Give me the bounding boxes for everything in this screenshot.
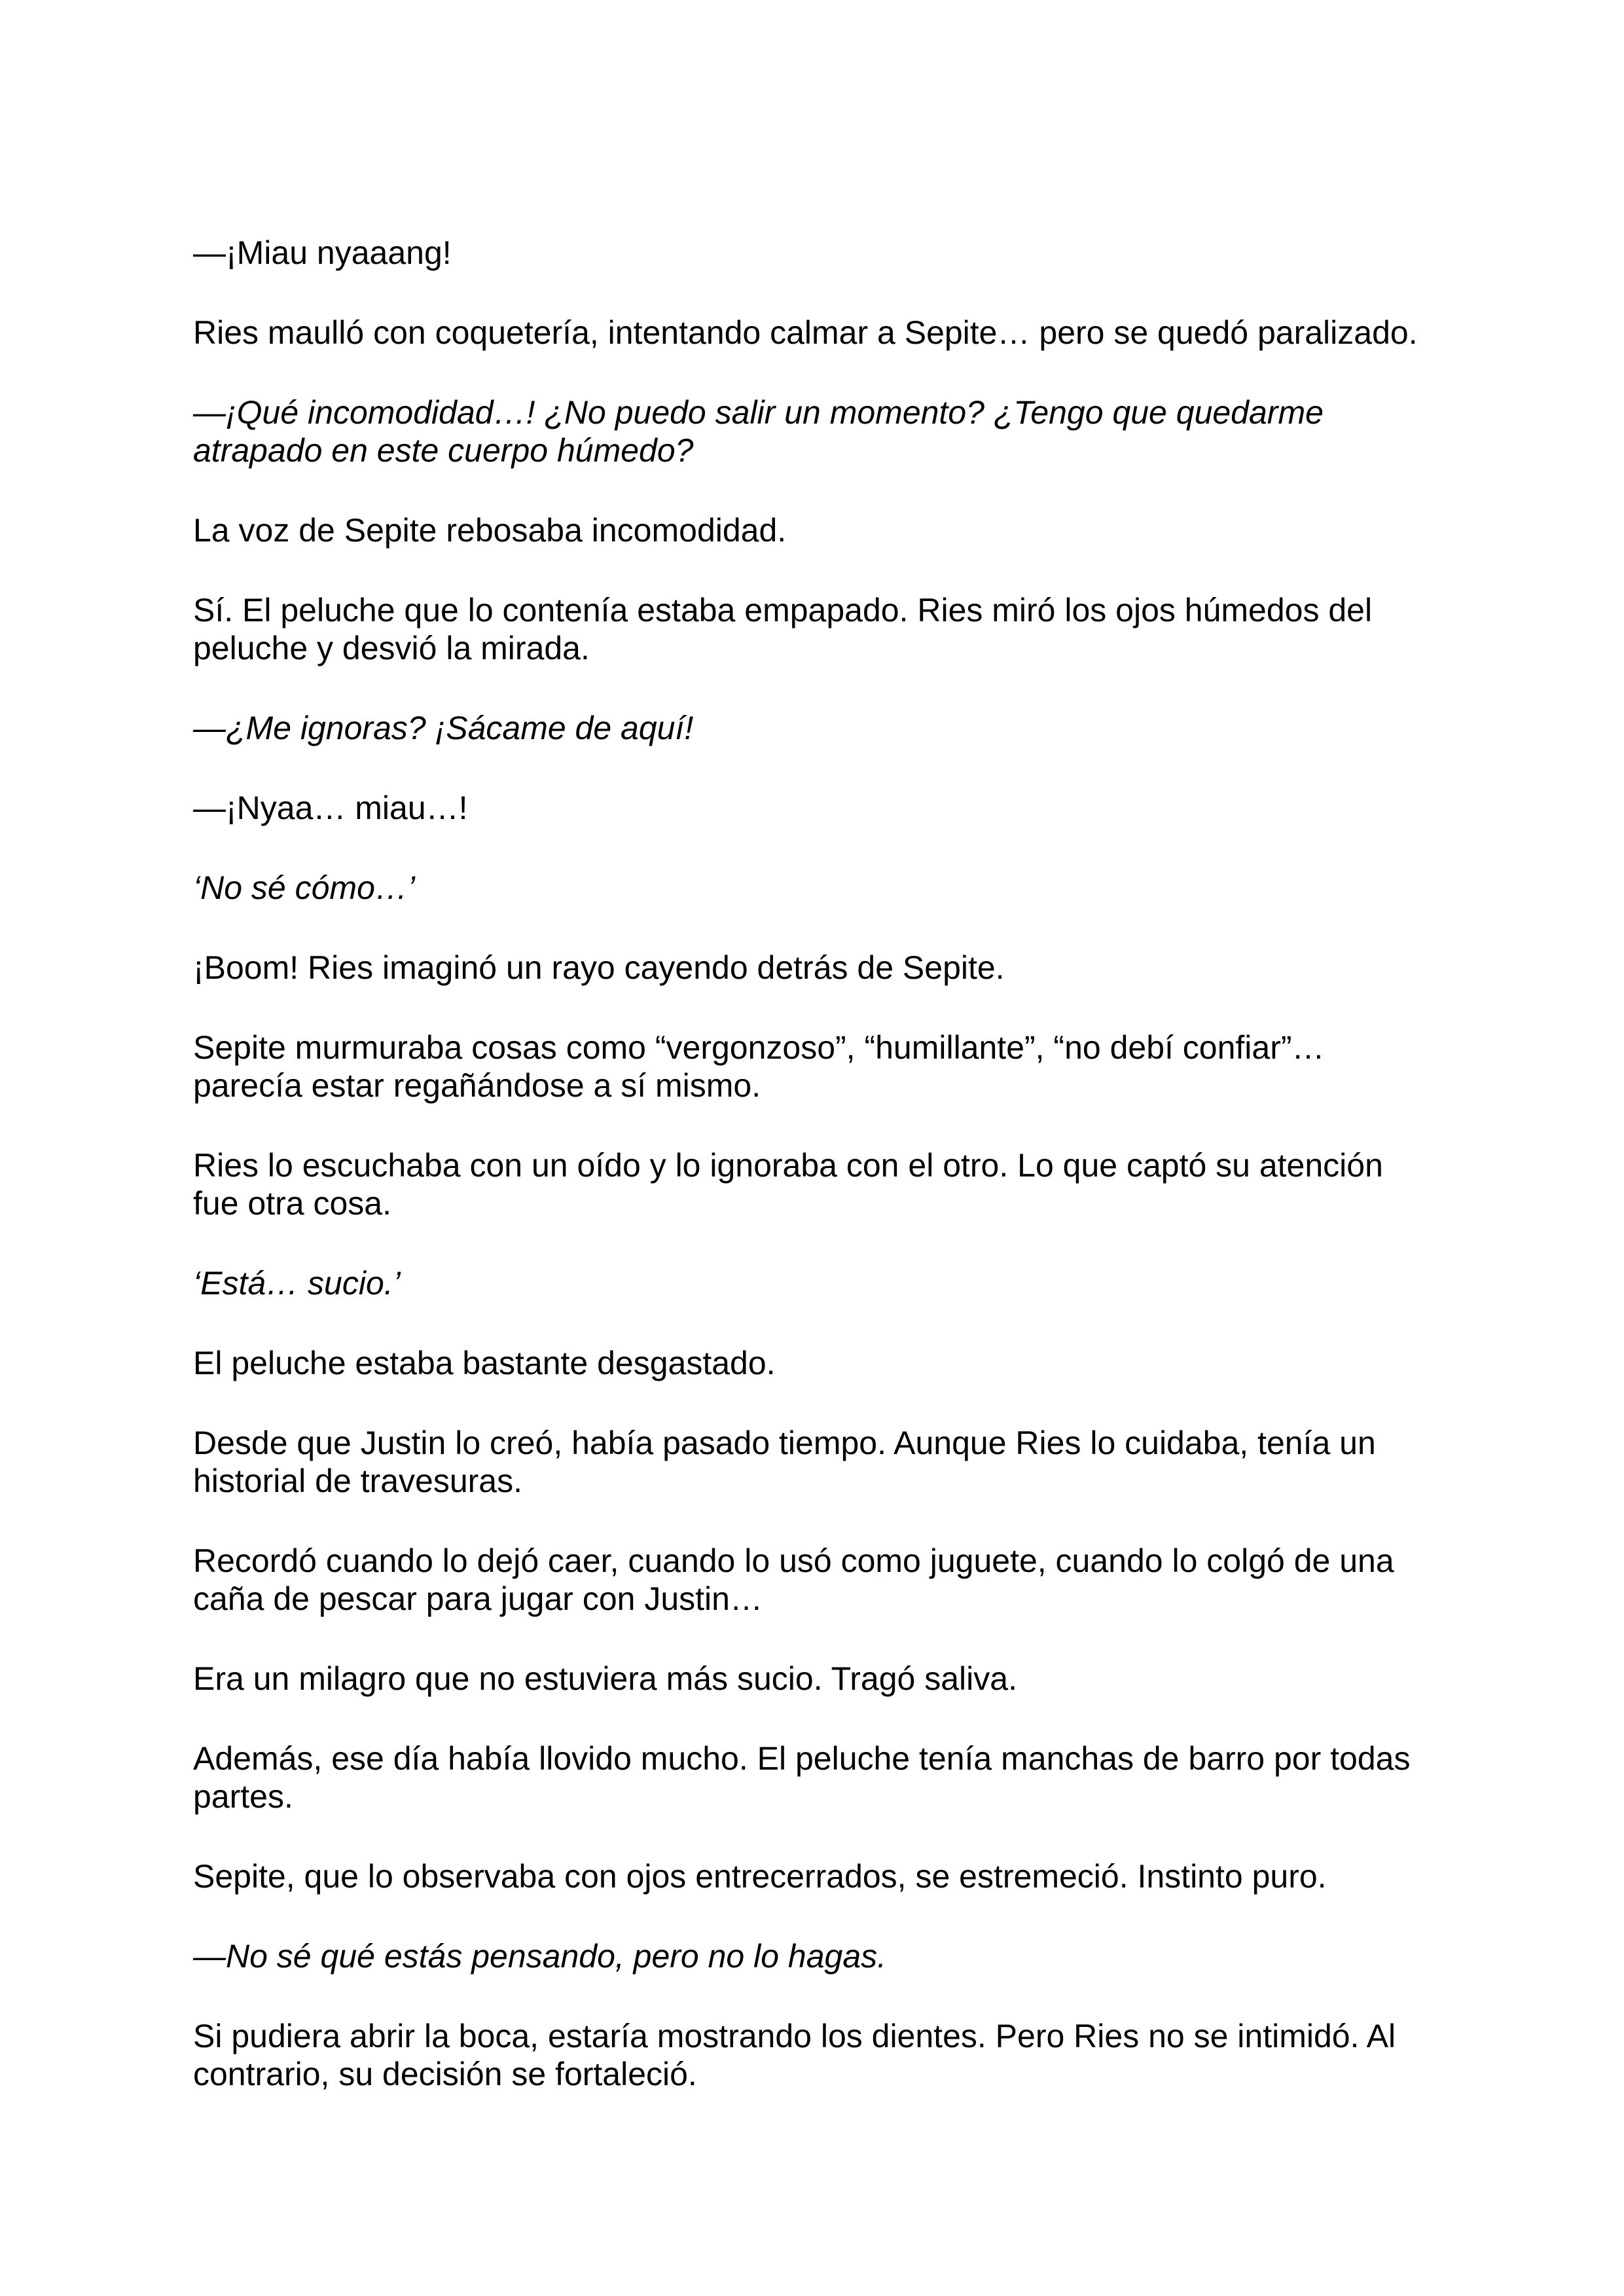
paragraph: Ries lo escuchaba con un oído y lo ignoraba con el otro. Lo que captó su atención fue otra cosa. (193, 1147, 1383, 1222)
paragraph: Sí. El peluche que lo contenía estaba empapado. Ries miró los ojos húmedos del peluche y desvió la mirada. (193, 592, 1373, 666)
paragraph: El peluche estaba bastante desgastado. (193, 1345, 776, 1381)
paragraph: —¿Me ignoras? ¡Sácame de aquí! (193, 710, 694, 746)
paragraph: Recordó cuando lo dejó caer, cuando lo usó como juguete, cuando lo colgó de una caña de pescar para jugar con Justin… (193, 1542, 1394, 1617)
paragraph: Ries maulló con coquetería, intentando calmar a Sepite… pero se quedó paralizado. (193, 314, 1418, 351)
paragraph: ¡Boom! Ries imaginó un rayo cayendo detrás de Sepite. (193, 949, 1005, 986)
paragraph: —No sé qué estás pensando, pero no lo hagas. (193, 1938, 887, 1975)
paragraph: Desde que Justin lo creó, había pasado tiempo. Aunque Ries lo cuidaba, tenía un historial de travesuras. (193, 1425, 1376, 1499)
paragraph: Además, ese día había llovido mucho. El peluche tenía manchas de barro por todas partes. (193, 1740, 1411, 1815)
paragraph: Sepite, que lo observaba con ojos entrecerrados, se estremeció. Instinto puro. (193, 1858, 1327, 1895)
paragraph: Si pudiera abrir la boca, estaría mostrando los dientes. Pero Ries no se intimidó. Al contrario, su decisión se fortaleció. (193, 2018, 1396, 2092)
paragraph: ‘No sé cómo…’ (193, 869, 415, 906)
paragraph: —¡Miau nyaaang! (193, 234, 452, 271)
document-content (193, 234, 1430, 2135)
paragraph: La voz de Sepite rebosaba incomodidad. (193, 512, 787, 549)
paragraph: Sepite murmuraba cosas como “vergonzoso”, “humillante”, “no debí confiar”… parecía estar regañándose a sí mismo. (193, 1029, 1325, 1104)
paragraph: —¡Qué incomodidad…! ¿No puedo salir un momento? ¿Tengo que quedarme atrapado en este cuerpo húmedo? (193, 394, 1324, 469)
paragraph: ‘Está… sucio.’ (193, 1265, 401, 1302)
paragraph: —¡Nyaa… miau…! (193, 790, 468, 826)
paragraph: Era un milagro que no estuviera más sucio. Tragó saliva. (193, 1660, 1017, 1697)
